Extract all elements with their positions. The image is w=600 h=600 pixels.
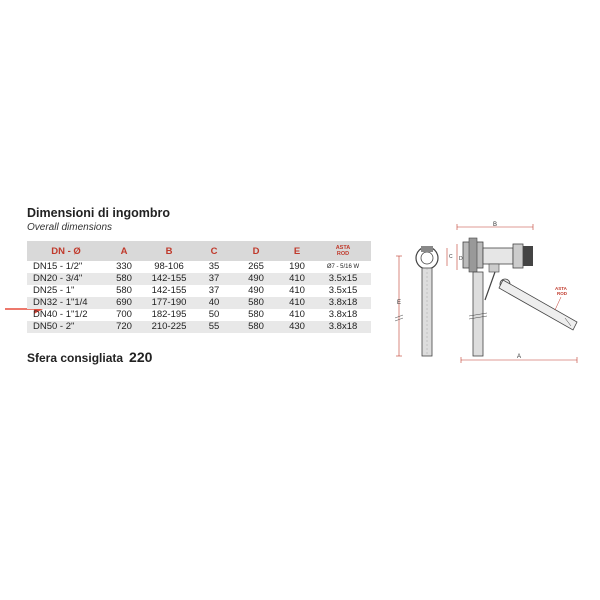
table-cell: 55 [195, 321, 233, 333]
table-cell: DN25 - 1" [33, 285, 75, 296]
table-cell: 40 [195, 297, 233, 309]
recommended-ball-label: Sfera consigliata [27, 351, 124, 365]
table-cell: 3.5x15 [315, 273, 371, 285]
table-cell: 720 [105, 321, 143, 333]
header-asta: ASTA [335, 245, 351, 251]
recommended-ball-value: 220 [129, 349, 153, 365]
table-cell: 210-225 [143, 321, 195, 333]
table-cell: 580 [248, 309, 264, 320]
section-subtitle: Overall dimensions [27, 222, 113, 233]
label-b: B [492, 222, 498, 228]
table-cell: 580 [233, 297, 279, 309]
table-cell: 35 [208, 261, 220, 272]
header-d: D [233, 241, 279, 261]
table-cell: 3.8x18 [315, 321, 371, 333]
header-a: A [105, 241, 143, 261]
table-row [27, 285, 371, 297]
table-cell: 410 [279, 297, 315, 309]
table-cell: 177-190 [143, 297, 195, 309]
table-cell: 190 [289, 261, 305, 272]
label-a: A [516, 354, 522, 360]
label-asta: ASTA [555, 286, 567, 291]
header-rod: ROD [336, 251, 350, 257]
table-cell: 580 [116, 285, 132, 296]
table-cell: 410 [289, 309, 305, 320]
table-cell: 182-195 [151, 309, 187, 320]
table-cell: 490 [248, 285, 264, 296]
table-cell: 580 [105, 273, 143, 285]
table-cell: 690 [105, 297, 143, 309]
table-cell: 700 [116, 309, 132, 320]
table-header-row [27, 241, 371, 261]
table-cell: 37 [208, 285, 220, 296]
table-row [27, 309, 371, 321]
label-c: C [449, 254, 453, 260]
dimensions-table [27, 241, 371, 333]
header-dn: DN - Ø [27, 241, 105, 261]
table-cell: 490 [233, 273, 279, 285]
table-cell: 410 [279, 273, 315, 285]
table-row [27, 261, 371, 273]
table-cell: 580 [233, 321, 279, 333]
table-row [27, 273, 371, 285]
table-cell: 430 [279, 321, 315, 333]
table-cell: Ø7 - 5/16 W [326, 264, 360, 270]
table-cell: 3.8x18 [315, 297, 371, 309]
table-cell: DN32 - 1"1/4 [27, 297, 105, 309]
table-cell: 3.8x18 [328, 309, 358, 320]
table-cell: 142-155 [143, 273, 195, 285]
table-cell: DN20 - 3/4" [27, 273, 105, 285]
table-cell: 3.5x15 [328, 285, 358, 296]
table-row [27, 321, 371, 333]
table-cell: 50 [208, 309, 220, 320]
table-cell: 330 [116, 261, 132, 272]
header-asta-rod [315, 241, 371, 261]
recommended-ball [27, 349, 152, 365]
table-cell: 265 [248, 261, 264, 272]
table-row [27, 297, 371, 309]
header-c: C [195, 241, 233, 261]
technical-drawing [385, 218, 585, 366]
table-cell: 410 [289, 285, 305, 296]
table-cell: DN15 - 1/2" [33, 261, 83, 272]
header-b: B [143, 241, 195, 261]
table-cell: 98-106 [154, 261, 184, 272]
table-cell: 37 [195, 273, 233, 285]
table-cell: DN40 - 1"1/2 [33, 309, 88, 320]
label-e: E [397, 300, 402, 306]
table-cell: 142-155 [151, 285, 187, 296]
label-d: D [459, 256, 463, 262]
section-title: Dimensioni di ingombro [27, 206, 171, 220]
header-e: E [279, 241, 315, 261]
table-cell: DN50 - 2" [27, 321, 105, 333]
label-rod: ROD [557, 291, 567, 296]
